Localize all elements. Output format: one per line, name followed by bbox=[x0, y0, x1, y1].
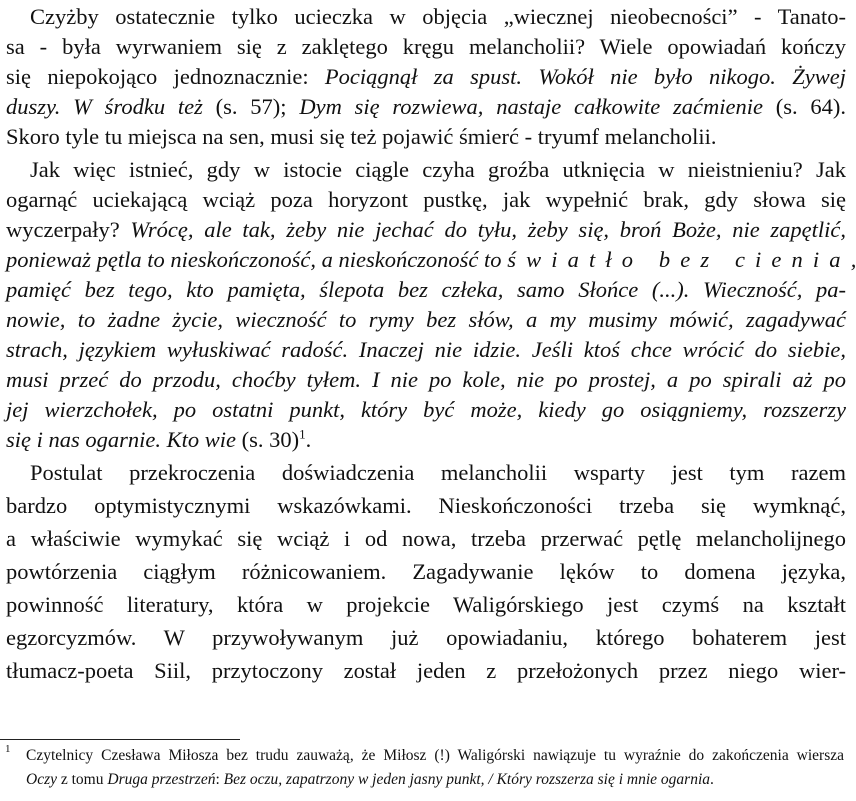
text-line bbox=[6, 92, 846, 122]
text-span: . bbox=[305, 427, 312, 452]
footnote-span: : bbox=[215, 771, 224, 788]
footnote-line: Czytelnicy Czesława Miłosza bez trudu zauważą, że Miłosz (!) Waligórski nawiązuje tu wyraźnie do zakończenia wiersza bbox=[26, 747, 844, 764]
text-line: Skoro tyle tu miejsca na sen, musi się też pojawić śmierć - tryumf melancholii. bbox=[6, 124, 717, 149]
text-line: ogarnąć uciekającą wciąż poza horyzont pustkę, jak wypełnić brak, gdy słowa się bbox=[6, 187, 846, 212]
quote-italic: nowie, to żadne życie, wieczność to rymy bez słów, a my musimy mówić, zagadywać bbox=[6, 307, 846, 332]
quote-italic: jej wierzchołek, po ostatni punkt, który być może, kiedy go osiągniemy, rozszerzy bbox=[6, 397, 846, 422]
text-line: a właściwie wymykać się wciąż i od nowa, trzeba przerwać pętlę melancholijnego bbox=[6, 526, 846, 551]
text-line bbox=[6, 365, 846, 395]
text-line bbox=[6, 425, 846, 455]
text-line bbox=[6, 215, 846, 245]
footnote-marker[interactable]: 1 bbox=[299, 426, 306, 442]
text-line bbox=[6, 275, 846, 305]
quote-italic: duszy. W środku też bbox=[6, 94, 203, 119]
quote-italic: się i nas ogarnie. Kto wie bbox=[6, 427, 236, 452]
quote-italic: strach, językiem wyłuskiwać radość. Inaczej nie idzie. Jeśli ktoś chce wrócić do siebie, bbox=[6, 337, 846, 362]
quote-italic: , bbox=[850, 247, 856, 272]
footnote-span: . bbox=[710, 771, 714, 788]
text-line: sa - była wyrwaniem się z zaklętego kręgu melancholii? Wiele opowiadań kończy bbox=[6, 34, 846, 59]
quote-italic: pamięć bez tego, kto pamięta, ślepota bez człeka, samo Słońce (...). Wieczność, pa- bbox=[6, 277, 846, 302]
text-span: (s. 57); bbox=[202, 94, 300, 119]
text-line: bardzo optymistycznymi wskazówkami. Nieskończoności trzeba się wymknąć, bbox=[6, 493, 846, 518]
footnote-italic: Druga przestrzeń bbox=[107, 771, 216, 788]
quote-italic: Pociągnął za spust. Wokół nie było nikogo. Żywej bbox=[324, 64, 846, 89]
text-line bbox=[6, 305, 846, 335]
spaced-italic: światło bez cienia bbox=[507, 247, 851, 272]
quote-italic: Wrócę, ale tak, żeby nie jechać do tyłu, żeby się, broń Boże, nie zapętlić, bbox=[130, 217, 846, 242]
text-line: powinność literatury, która w projekcie Waligórskiego jest czymś na kształt bbox=[6, 592, 846, 617]
footnote-divider bbox=[0, 739, 240, 740]
text-line: tłumacz-poeta Siil, przytoczony został jeden z przełożonych przez niego wier- bbox=[6, 658, 846, 683]
footnote-span: z tomu bbox=[57, 771, 108, 788]
text-line: egzorcyzmów. W przywoływanym już opowiadaniu, którego bohaterem jest bbox=[6, 625, 846, 650]
text-line: Postulat przekroczenia doświadczenia melancholii wsparty jest tym razem bbox=[30, 460, 846, 485]
quote-italic: Dym się rozwiewa, nastaje całkowite zaćmienie bbox=[299, 94, 763, 119]
text-line bbox=[6, 62, 846, 92]
quote-italic: musi przeć do przodu, choćby tyłem. I nie po kole, nie po prostej, a po spirali aż po bbox=[6, 367, 846, 392]
footnote-number: 1 bbox=[5, 743, 11, 755]
text-line: powtórzenia ciągłym różnicowaniem. Zagadywanie lęków to domena języka, bbox=[6, 559, 846, 584]
text-span: wyczerpały? bbox=[6, 217, 131, 242]
quote-italic: ponieważ pętla to nieskończoność, a nieskończoność to bbox=[6, 247, 508, 272]
text-line bbox=[6, 395, 846, 425]
text-span: (s. 64). bbox=[762, 94, 846, 119]
text-line: Czyżby ostatecznie tylko ucieczka w objęcia „wiecznej nieobecności” - Tanato- bbox=[30, 4, 846, 29]
footnote-italic: Oczy bbox=[26, 771, 57, 788]
text-line bbox=[6, 335, 846, 365]
footnote-line bbox=[26, 768, 844, 792]
footnote-italic: Bez oczu, zapatrzony w jeden jasny punkt, / Który rozszerza się i mnie ogarnia bbox=[223, 771, 710, 788]
text-span: (s. 30) bbox=[236, 427, 300, 452]
text-span: się niepokojąco jednoznacznie: bbox=[6, 64, 325, 89]
text-line: Jak więc istnieć, gdy w istocie ciągle czyha groźba utknięcia w nieistnieniu? Jak bbox=[30, 157, 846, 182]
text-line bbox=[6, 245, 856, 275]
